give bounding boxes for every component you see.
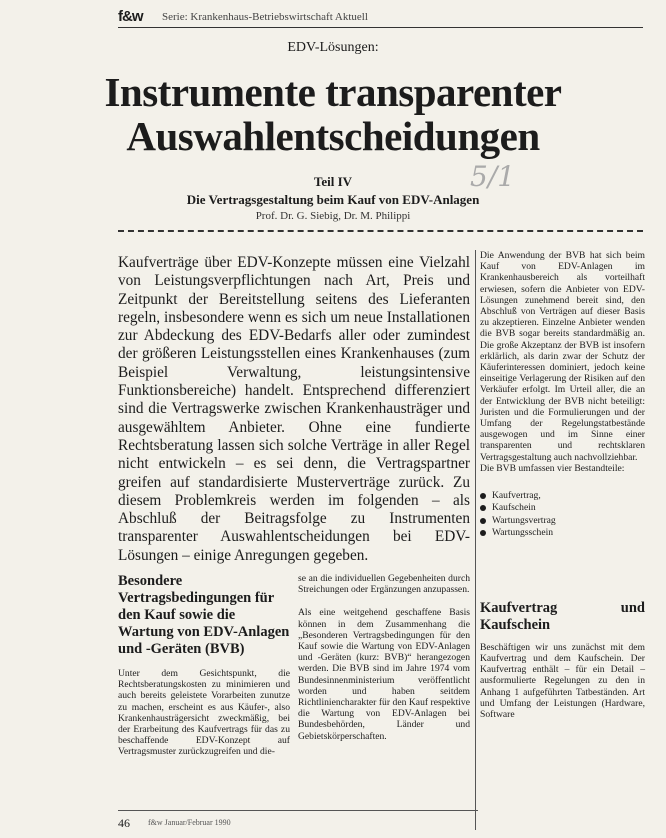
- header-rule: [118, 27, 643, 28]
- lead-text: Kaufverträge über EDV-Konzepte müssen eine Vielzahl von Leistungsverpflichtungen nach Art, Preis und Zeitpunkt der Bereitstellung seitens des Lieferanten regeln, insbesondere wenn es sich um neue Installationen zur Abdeckung des EDV-Bedarfs aller oder zumindest der größeren Leistungsstellen eines Krankenhauses (zum Beispiel Verwaltung, leistungsintensive Funktionsbereiche) handelt. Entsprechend differenziert sind die Vertragswerke zwischen Krankenhausträger und ausgewähltem Anbieter. Ohne eine fundierte Rechtsberatung lassen sich solche Verträge in aller Regel nicht entwickeln – es sei denn, die Vertragspartner greifen auf standardisierte Musterverträge zurück. Zu diesem Problemkreis werden im folgenden – als Abschluß der Beitragsfolge zu Instrumenten transparenter Auswahlentscheidungen bei EDV-Lösungen – einige Anregungen gegeben.: [118, 254, 470, 564]
- page-number: 46: [118, 816, 130, 830]
- title-line-1: Instrumente transparenter: [104, 69, 562, 115]
- kicker: EDV-Lösungen:: [287, 40, 379, 55]
- bullet-icon: [480, 530, 486, 536]
- footer-rule: [118, 810, 478, 811]
- right-paragraph-3: Beschäftigen wir uns zunächst mit dem Kaufvertrag und dem Kaufschein. Der Kaufvertrag enthält – für ein Detail – ausformulierte Regelungen zu den in Anhang 1 aufgeführten Tatbeständen. Art und Umfang der Leistungen (Hardware, Software: [480, 641, 645, 720]
- lead-paragraph: [118, 254, 470, 565]
- bullet-icon: [480, 493, 486, 499]
- middle-paragraph-2: Als eine weitgehend geschaffene Basis können in dem Zusammenhang die „Besonderen Vertragsbedingungen für den Kauf sowie die Wartung von EDV-Anlagen und -Geräten (kurz: BVB)“ herangezogen werden. Die BVB sind im Jahre 1974 vom Bundesinnenministerium veröffentlicht worden und haben seitdem Richtliniencharakter für den Kauf respektive die Wartung von EDV-Anlagen bei Bundesbehörden, Länder und Gebietskörperschaften.: [298, 607, 470, 742]
- article-title: [0, 70, 666, 158]
- bullet-icon: [480, 518, 486, 524]
- series-title: Serie: Krankenhaus-Betriebswirtschaft Aktuell: [162, 11, 368, 23]
- title-line-2: Auswahlentscheidungen: [126, 113, 540, 159]
- section-heading-kaufvertrag: Kaufvertrag und Kaufschein: [480, 599, 645, 633]
- footer: [118, 816, 418, 830]
- authors: Prof. Dr. G. Siebig, Dr. M. Philippi: [255, 210, 411, 222]
- handwritten-mark: 5/1: [470, 160, 516, 193]
- bullet-icon: [480, 505, 486, 511]
- right-paragraph-1: Die Anwendung der BVB hat sich beim Kauf von EDV-Anlagen im Krankenhausbereich als vorteilhaft erwiesen, sofern die Anbieter von EDV-Lösungen zunehmend bereit sind, den Abschluß von Verträgen auf dieser Basis zu akzeptieren. Einzelne Anbieter wenden die BVB sogar bereits standardmäßig an. Die große Akzeptanz der BVB ist insofern erklärlich, als darin zwar der Schutz der Käuferinteressen dominiert, jedoch keine einseitige Verlagerung der Risiken auf den Verkäufer erfolgt. Im Urteil aller, die an der Entwicklung der BVB nicht beteiligt: Juristen und die Formulierungen und der Umfang der Regelungstatbestände ausgewogen und im Sinne einer transparenten und rechtsklaren Vertragsgestaltung auch nachvollziehbar.: [480, 250, 645, 463]
- part-label: Teil IV: [313, 174, 353, 189]
- dashed-rule: [118, 230, 643, 232]
- middle-column: [298, 573, 470, 754]
- footer-journal: f&w Januar/Februar 1990: [148, 818, 231, 827]
- left-column: [118, 573, 290, 758]
- column-divider: [475, 250, 476, 830]
- list-item: Wartungsschein: [480, 527, 645, 539]
- list-item: Kaufvertrag,: [480, 490, 645, 502]
- section-heading-bvb: Besondere Vertragsbedingungen für den Kauf sowie die Wartung von EDV-Anlagen und -Geräten (BVB): [118, 573, 290, 657]
- list-item: Kaufschein: [480, 502, 645, 514]
- article-subtitle: Die Vertragsgestaltung beim Kauf von EDV-Anlagen: [186, 192, 480, 207]
- middle-paragraph-1: se an die individuellen Gegebenheiten durch Streichungen oder Ergänzungen anzupassen.: [298, 573, 470, 596]
- left-column-text: Unter dem Gesichtspunkt, die Rechtsberatungskosten zu minimieren und auch bereits geleistete Vorarbeiten zunutze zu machen, erscheint es aus Käufer-, also Krankenhausträgersicht zweckmäßig, bei der Erarbeitung des Kaufvertrags für das zu beschaffende EDV-Konzept auf Vertragsmuster zurückzugreifen und die-: [118, 668, 290, 758]
- right-column: [480, 250, 645, 720]
- bvb-components-list: [480, 490, 645, 540]
- journal-logo: f&w: [118, 8, 143, 25]
- list-item: Wartungsvertrag: [480, 515, 645, 527]
- right-paragraph-2: Die BVB umfassen vier Bestandteile:: [480, 462, 625, 474]
